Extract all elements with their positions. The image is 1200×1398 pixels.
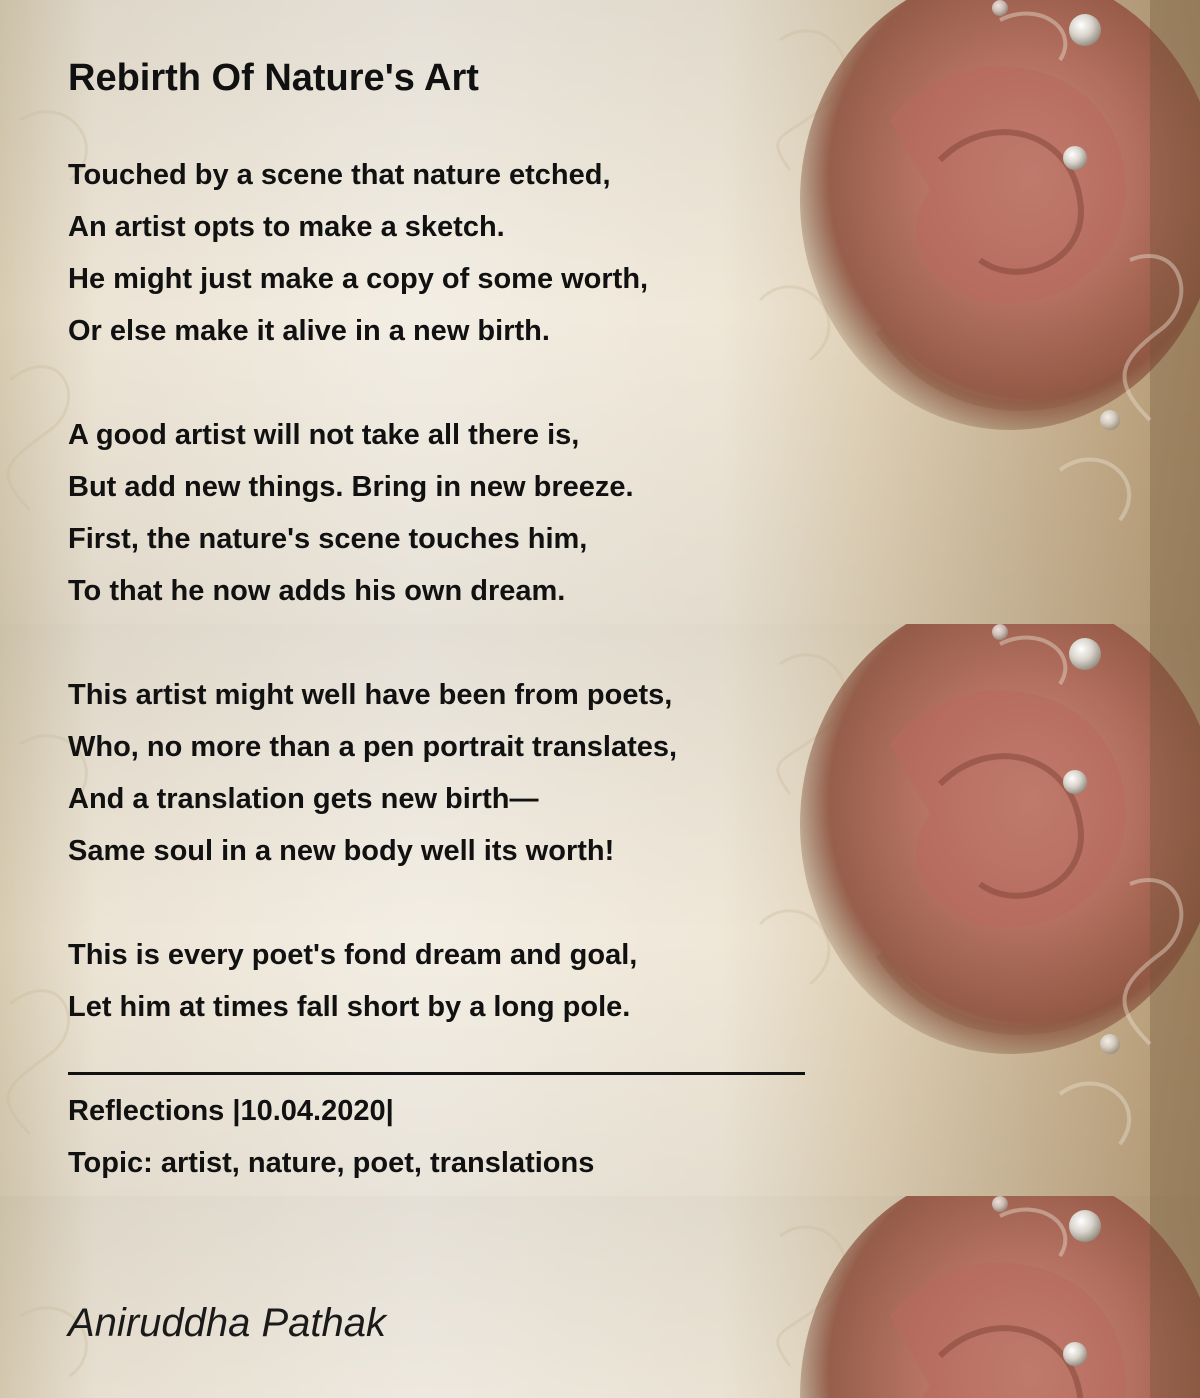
- poem-line: This is every poet's fond dream and goal,: [68, 939, 638, 971]
- poem-line: But add new things. Bring in new breeze.: [68, 471, 634, 503]
- poem-line: Who, no more than a pen portrait translates,: [68, 731, 678, 763]
- poem-line: Let him at times fall short by a long pole.: [68, 991, 631, 1023]
- poem-line: Same soul in a new body well its worth!: [68, 835, 615, 867]
- poem-line: An artist opts to make a sketch.: [68, 211, 505, 243]
- parchment-rose-background: [0, 1196, 1200, 1398]
- poem-line: This artist might well have been from poets,: [68, 679, 673, 711]
- poem-line: Or else make it alive in a new birth.: [68, 315, 550, 347]
- poem-line: He might just make a copy of some worth,: [68, 263, 649, 295]
- poem-line: Touched by a scene that nature etched,: [68, 159, 611, 191]
- background-tile-bottom: [0, 1196, 1200, 1398]
- reflections-note: Reflections |10.04.2020|: [68, 1095, 394, 1127]
- poem-line: To that he now adds his own dream.: [68, 575, 566, 607]
- poem-line: And a translation gets new birth—: [68, 783, 539, 815]
- poem-line: First, the nature's scene touches him,: [68, 523, 588, 555]
- author-name: Aniruddha Pathak: [68, 1301, 387, 1345]
- divider-rule: [68, 1072, 805, 1075]
- poem-line: A good artist will not take all there is,: [68, 419, 580, 451]
- poem-title: Rebirth Of Nature's Art: [68, 57, 479, 99]
- topic-tags: Topic: artist, nature, poet, translations: [68, 1147, 595, 1179]
